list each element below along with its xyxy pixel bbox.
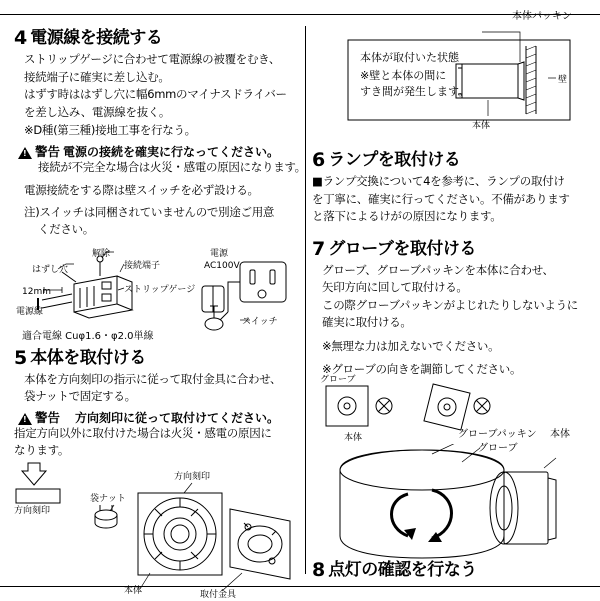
step-5-line-1: 本体を方向刻印の指示に従って取付金具に合わせ、 <box>24 371 282 386</box>
step-4-title: 電源線を接続する <box>30 28 163 48</box>
svg-text:スイッチ: スイッチ <box>242 316 278 327</box>
step-7-note-2: ※グローブの向きを調節してください。 <box>322 362 522 376</box>
step-4-note: ※D種(第三種)接地工事を行なう。 <box>24 123 196 137</box>
step-4-warning-text: 電源の接続を確実に行なってください。 <box>63 144 280 159</box>
step-5-warning-sub-2: なります。 <box>14 443 70 457</box>
step-7-line-2: 矢印方向に回して取付ける。 <box>322 280 468 294</box>
step-4-warning-row <box>18 145 310 159</box>
svg-text:解除: 解除 <box>92 248 111 259</box>
step-5-warning-row <box>18 411 310 425</box>
svg-text:はずし穴: はずし穴 <box>32 264 69 275</box>
step-4-line-1: ストリップゲージに合わせて電源線の被覆をむき、 <box>24 52 281 66</box>
svg-text:12mm: 12mm <box>22 286 51 297</box>
step-4-number: 4 <box>14 27 28 49</box>
svg-text:本体: 本体 <box>344 432 363 442</box>
step-5-warning-text: 方向刻印に従って取付けてください。 <box>75 410 280 425</box>
svg-text:電源線: 電源線 <box>16 306 44 317</box>
wall-mount-figure <box>312 11 588 134</box>
step-4-heading <box>14 28 310 48</box>
top-rule <box>0 14 600 15</box>
globe-label: グローブ <box>478 442 518 454</box>
step-5-line-2: 袋ナットで固定する。 <box>24 389 136 403</box>
step-7 <box>312 239 588 378</box>
wall-packing-label: 本体パッキン <box>512 11 572 22</box>
step-6-title: ランプを取付ける <box>328 150 461 170</box>
step-5-title: 本体を取付ける <box>30 347 146 368</box>
step-5-warning-sub-1: 指定方向以外に取付けた場合は火災・感電の原因に <box>14 425 272 440</box>
globe-assembly-figure <box>312 428 588 564</box>
step-4-extra-1: 電源接続をする際は壁スイッチを必ず設ける。 <box>24 183 259 197</box>
globe-packing-label: グローブパッキン <box>458 428 537 440</box>
step-8-number: 8 <box>312 558 326 581</box>
globe-small-label: グローブ <box>320 374 356 385</box>
globe-orientation-figure <box>312 374 588 442</box>
step-5-heading <box>14 348 310 368</box>
globe-body-label: 本体 <box>550 428 570 440</box>
svg-text:袋ナット: 袋ナット <box>90 493 126 504</box>
svg-text:取付金具: 取付金具 <box>200 589 237 600</box>
svg-text:ストリップゲージ: ストリップゲージ <box>124 284 196 295</box>
step-6-heading <box>312 150 588 170</box>
warning-icon <box>18 413 32 425</box>
step-7-number: 7 <box>312 237 326 260</box>
svg-text:AC100V: AC100V <box>204 260 240 271</box>
step-4-line-4: を差し込み、電源線を抜く。 <box>24 104 171 119</box>
step-5-number: 5 <box>14 346 28 369</box>
step-7-line-4: 確実に取付ける。 <box>322 315 412 329</box>
step-4-extra-2b: ください。 <box>38 222 94 236</box>
step-7-heading <box>312 239 588 259</box>
wall-mount-title-3: すき間が発生します。 <box>360 85 470 98</box>
wall-mount-title-2: ※壁と本体の間に <box>360 69 447 82</box>
svg-text:本体: 本体 <box>124 585 143 596</box>
body-install-figure <box>14 461 310 601</box>
step-8-title: 点灯の確認を行なう <box>328 559 477 580</box>
svg-text:電源: 電源 <box>210 248 229 259</box>
step-6-line-2: を丁寧に、確実に行ってください。不備があります <box>312 191 570 206</box>
wall-mount-title-1: 本体が取付いた状態 <box>360 51 459 64</box>
step-7-line-3: この際グローブパッキンがよじれたりしないように <box>322 297 578 312</box>
step-4-line-2: 接続端子に確実に差し込む。 <box>24 69 170 84</box>
step-6-line-3: と落下によるけがの原因になります。 <box>312 209 502 223</box>
step-7-note-1: ※無理な力は加えないでください。 <box>322 338 500 353</box>
step-4-line-3: はずす時ははずし穴に幅6mmのマイナスドライバー <box>24 87 287 101</box>
wiring-figure <box>14 242 310 344</box>
step-4-warning-sub: 接続が不完全な場合は火災・感電の原因になります。 <box>38 159 306 174</box>
warning-icon <box>18 147 32 159</box>
svg-text:本体: 本体 <box>472 121 491 131</box>
step-4-warning-label: 警告 <box>35 143 61 159</box>
svg-text:接続端子: 接続端子 <box>124 260 161 271</box>
step-5-warning-label: 警告 <box>35 409 61 425</box>
left-column <box>14 28 310 601</box>
step-5 <box>14 348 310 459</box>
svg-text:壁: 壁 <box>558 75 568 85</box>
step-6-number: 6 <box>312 149 326 171</box>
step-6-line-1: ■ランプ交換について4を参考に、ランプの取付け <box>312 174 565 188</box>
step-4-extra-2a: 注)スイッチは同梱されていませんので別途ご用意 <box>24 204 275 219</box>
step-6 <box>312 150 588 225</box>
svg-text:方向刻印: 方向刻印 <box>14 505 51 516</box>
step-7-title: グローブを取付ける <box>328 238 476 259</box>
svg-text:方向刻印: 方向刻印 <box>174 471 211 482</box>
step-7-line-1: グローブ、グローブパッキンを本体に合わせ、 <box>322 262 554 277</box>
wiring-spec-label: 適合電線 Cuφ1.6・φ2.0単線 <box>22 330 154 342</box>
right-column <box>312 11 588 584</box>
step-4 <box>14 28 310 238</box>
